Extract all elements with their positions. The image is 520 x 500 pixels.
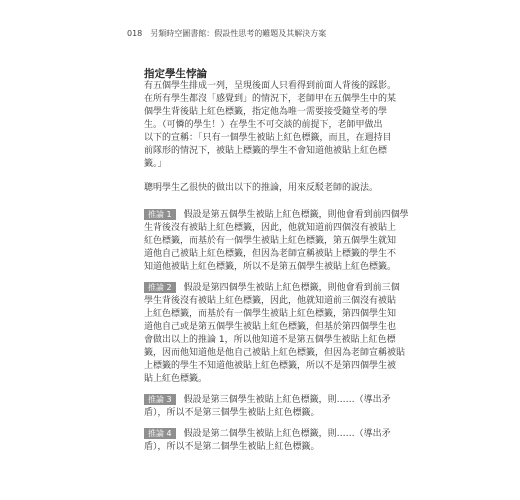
inference-1-text: 假設是第五個學生被貼上紅色標籤，則他會看到前四個學 [183, 210, 409, 220]
intro-line: 籤。」 [144, 159, 167, 169]
inference-1-line [144, 209, 409, 221]
inference-1-line: 紅色標籤，而基於有一個學生被貼上紅色標籤，第五個學生就知 [144, 236, 397, 246]
inference-2-line: 籤，因而他知道他是他自己被貼上紅色標籤，但因為老師宣稱被貼 [144, 348, 406, 358]
inference-4-text: 假設是第二個學生被貼上紅色標籤，則……（導出矛 [183, 429, 391, 439]
inference-2-tag: 推論 2 [144, 282, 176, 293]
inference-2-line: 上標籤的學生不知道他被貼上紅色標籤，所以不是第四個學生被 [144, 361, 397, 371]
inference-3-line: 盾），所以不是第三個學生被貼上紅色標籤。 [144, 408, 320, 418]
book-title: 另類時空圖書館：假設性思考的難題及其解決方案 [150, 29, 327, 38]
inference-2-line: 學生背後沒有被貼上紅色標籤，因此，他就知道前三個沒有被貼 [144, 296, 397, 306]
inference-2-line: 上紅色標籤，而基於有一個學生被貼上紅色標籤，第四個學生知 [144, 309, 397, 319]
intro-line: 在所有學生都沒「感覺到」的情況下，老師甲在五個學生中的某 [144, 94, 397, 104]
inference-1-tag: 推論 1 [144, 209, 176, 220]
page-number: 018 [127, 29, 143, 38]
intro-line: 前隊形的情況下，被貼上標籤的學生不會知道他被貼上紅色標 [144, 146, 388, 156]
inference-1-line: 知道他被貼上紅色標籤，所以不是第五個學生被貼上紅色標籤。 [144, 262, 397, 272]
inference-2-line: 道他自己或是第五個學生被貼上紅色標籤，但基於第四個學生也 [144, 322, 397, 332]
section-title: 指定學生悖論 [144, 68, 207, 80]
inference-2-line: 會做出以上的推論 1，所以他知道不是第五個學生被貼上紅色標 [144, 335, 396, 345]
inference-1-line: 生背後沒有被貼上紅色標籤，因此，他就知道前四個沒有被貼上 [144, 223, 397, 233]
inference-4-line [144, 428, 391, 440]
inference-3-tag: 推論 3 [144, 394, 176, 405]
inference-4-line: 盾），所以不是第二個學生被貼上紅色標籤。 [144, 442, 320, 452]
intro-line: 有五個學生排成一列，呈現後面人只看得到前面人背後的踩影。 [144, 81, 397, 91]
running-header [127, 28, 326, 39]
inference-3-text: 假設是第三個學生被貼上紅色標籤，則……（導出矛 [183, 395, 391, 405]
intro-line: 個學生背後貼上紅色標籤，指定他為唯一需要接受隨堂考的學 [144, 107, 388, 117]
inference-2-text: 假設是第四個學生被貼上紅色標籤，則他會看到前三個 [183, 283, 400, 293]
inference-2-line: 貼上紅色標籤。 [144, 374, 208, 384]
intro-line: 以下的宣稱：「只有一個學生被貼上紅色標籤，而且，在週持目 [144, 133, 392, 143]
lead-line: 聰明學生乙很快的做出以下的推論，用來反駁老師的說法。 [144, 183, 379, 193]
inference-3-line [144, 394, 391, 406]
inference-2-line [144, 282, 400, 294]
inference-4-tag: 推論 4 [144, 428, 176, 439]
intro-line: 生。（可憐的學生！）在學生不可交談的前提下，老師甲做出 [144, 120, 383, 130]
inference-1-line: 道他自己被貼上紅色標籤，但因為老師宣稱被貼上標籤的學生不 [144, 249, 397, 259]
